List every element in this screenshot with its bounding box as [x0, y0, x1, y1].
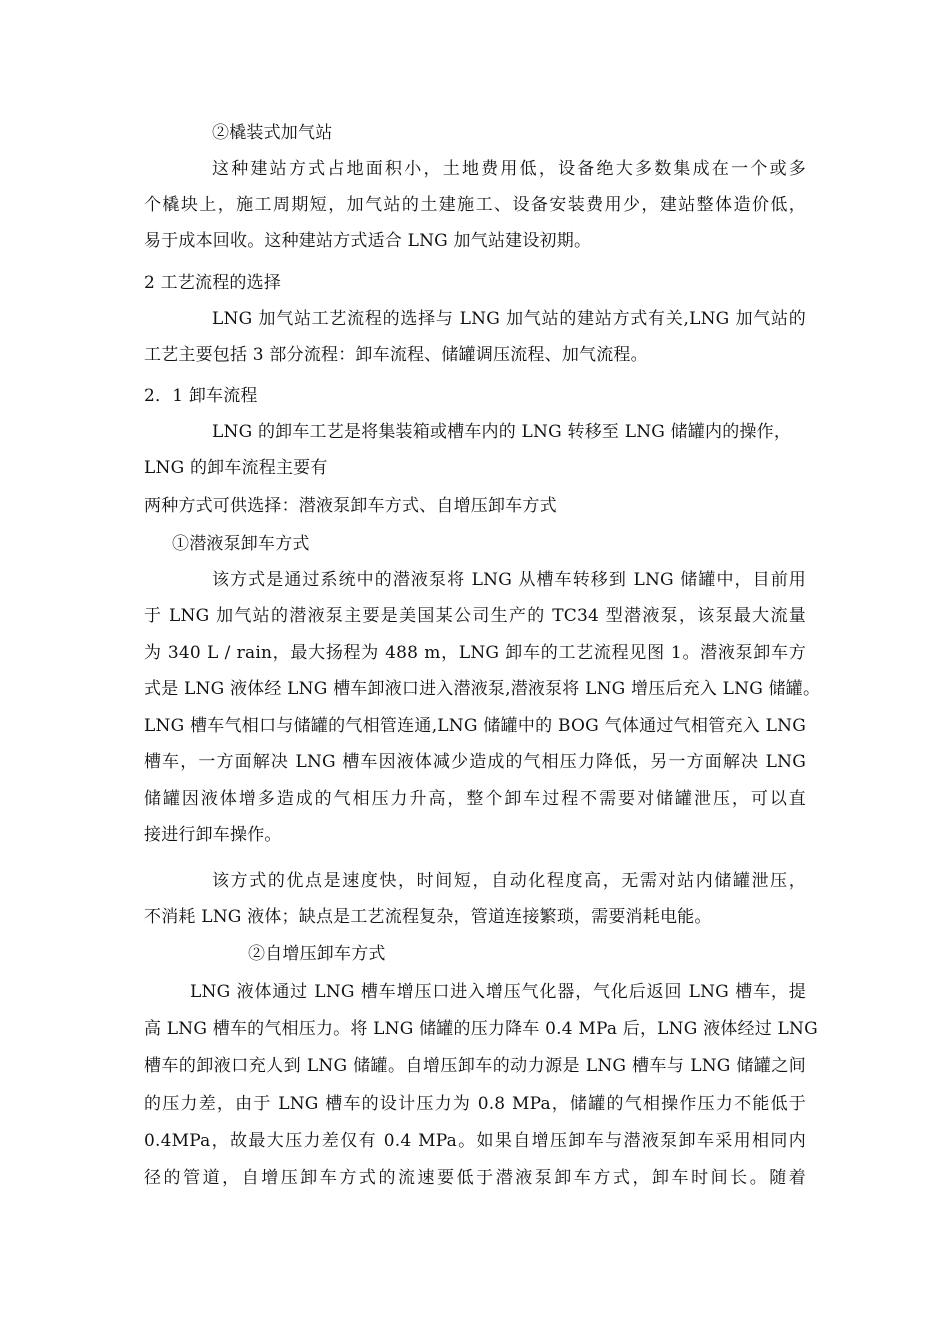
paragraph-line: 高 LNG 槽车的气相压力。将 LNG 储罐的压力降车 0.4 MPa 后，LNG 液体经过 LNG — [144, 1019, 818, 1039]
paragraph-line: 个橇块上，施工周期短，加气站的土建施工、设备安装费用少，建站整体造价低， — [144, 195, 806, 215]
paragraph-line: 易于成本回收。这种建站方式适合 LNG 加气站建设初期。 — [144, 231, 592, 251]
paragraph-line: 槽车，一方面解决 LNG 槽车因液体减少造成的气相压力降低，另一方面解决 LNG — [144, 752, 806, 772]
paragraph-line: 该方式的优点是速度快，时间短，自动化程度高，无需对站内储罐泄压， — [212, 871, 806, 891]
paragraph-line: LNG 加气站工艺流程的选择与 LNG 加气站的建站方式有关,LNG 加气站的 — [212, 309, 806, 329]
paragraph-line: 该方式是通过系统中的潜液泵将 LNG 从槽车转移到 LNG 储罐中，目前用 — [212, 570, 806, 590]
paragraph-line: 储罐因液体增多造成的气相压力升高，整个卸车过程不需要对储罐泄压，可以直 — [144, 789, 806, 809]
paragraph-line: 不消耗 LNG 液体；缺点是工艺流程复杂，管道连接繁琐，需要消耗电能。 — [144, 907, 712, 927]
paragraph-line: LNG 的卸车工艺是将集装箱或槽车内的 LNG 转移至 LNG 储罐内的操作， — [212, 422, 792, 442]
paragraph-line: 于 LNG 加气站的潜液泵主要是美国某公司生产的 TC34 型潜液泵，该泵最大流量 — [144, 606, 806, 626]
paragraph-line: 0.4MPa，故最大压力差仅有 0.4 MPa。如果自增压卸车与潜液泵卸车采用相同内 — [144, 1131, 806, 1151]
paragraph-line: 这种建站方式占地面积小，土地费用低，设备绝大多数集成在一个或多 — [212, 159, 806, 179]
subheading-self-pressurizing: ②自增压卸车方式 — [248, 944, 386, 964]
paragraph-line: 接进行卸车操作。 — [144, 825, 282, 845]
paragraph-line: 两种方式可供选择：潜液泵卸车方式、自增压卸车方式 — [144, 496, 557, 516]
paragraph-line: 径的管道，自增压卸车方式的流速要低于潜液泵卸车方式，卸车时间长。随着 — [144, 1168, 806, 1188]
paragraph-line: 的压力差，由于 LNG 槽车的设计压力为 0.8 MPa，储罐的气相操作压力不能低于 — [144, 1094, 806, 1114]
section-heading-process: 2 工艺流程的选择 — [144, 273, 282, 293]
subheading-pump-unloading: ①潜液泵卸车方式 — [172, 534, 310, 554]
paragraph-line: LNG 的卸车流程主要有 — [144, 458, 328, 478]
paragraph-line: 工艺主要包括 3 部分流程：卸车流程、储罐调压流程、加气流程。 — [144, 345, 648, 365]
paragraph-line: 为 340 L / rain，最大扬程为 488 m，LNG 卸车的工艺流程见图 1。潜液泵卸车方 — [144, 643, 806, 663]
paragraph-line: LNG 槽车气相口与储罐的气相管连通,LNG 储罐中的 BOG 气体通过气相管充入 LNG — [144, 716, 806, 736]
section-heading-unloading: 2．1 卸车流程 — [144, 386, 258, 406]
paragraph-line: LNG 液体通过 LNG 槽车增压口进入增压气化器，气化后返回 LNG 槽车，提 — [190, 982, 806, 1002]
subheading-skid-station: ②橇装式加气站 — [212, 123, 333, 143]
paragraph-line: 槽车的卸液口充人到 LNG 储罐。自增压卸车的动力源是 LNG 槽车与 LNG 储罐之间 — [144, 1056, 806, 1076]
paragraph-line: 式是 LNG 液体经 LNG 槽车卸液口进入潜液泵,潜液泵将 LNG 增压后充入 LNG 储罐。 — [144, 679, 821, 699]
